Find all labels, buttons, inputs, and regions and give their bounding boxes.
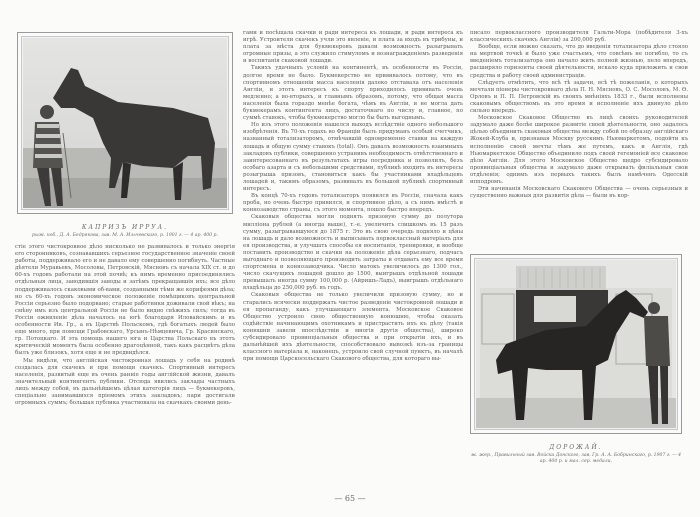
- figure-caption-right: [468, 444, 684, 465]
- photo-kapriz-irrua: [17, 32, 233, 214]
- paragraph: гами и посѣщала скачки и ради интереса къ лошади, и ради интереса къ игрѣ. Устроители скачекъ учли это явленіе, и плата за входъ въ трибуны, и плата за мѣста для букмекеровъ давали возможность разыгрывать огромные призы, а это служило стимуломъ и вознагражденіемъ разведенія и воспитанія скаковой лошади.: [243, 30, 463, 65]
- text-column-middle: [243, 30, 463, 363]
- text-column-right: [470, 30, 688, 200]
- handler-head: [648, 302, 660, 314]
- paragraph: Скаковыя общества не только увеличили призовую сумму, но и старались всячески поддержать чистое разведеніе чистокровной лошади и ея пропаганду, какъ улучшающаго элемента. Московское Скаковое Общество устроило свою общественную конюшню, чтобы оказать содѣйствіе начинающимъ охотникамъ и пристрастить ихъ къ дѣлу (такія конюшни завели впослѣдствіи и многія другія общества), широко субсидировало провинціальныя общества и при открытіи ихъ, и въ дальнѣйшей ихъ дѣятельности, способствовало вывозкѣ изъ-за границы классного матеріала и, наконецъ, устроило свой случной пунктъ, въ началѣ при помощи Царскосельскаго Скакового общества, для котораго вы-: [243, 292, 463, 363]
- handler-head: [40, 105, 54, 119]
- horse-photograph: [23, 38, 227, 208]
- paragraph: писало первоклассного производителя Гальти-Мора (побѣдителя 3-хъ классическихъ скачекъ Англіи) за 200,000 руб.: [470, 30, 688, 44]
- figure-caption-left: [15, 224, 235, 239]
- paragraph: Эти начинанія Московскаго Скакового Общества — очень серьезныя и существенно важныя для развитія дѣла — были въ кор-: [470, 186, 688, 200]
- figure-subtitle: ж. жер., Правильный зав. Войска Донского, зав. Гр. А. А. Бобринскаго, р. 1907 г. — 4 ар. 400 р. и мал. сер. медали.: [470, 453, 682, 464]
- paragraph: Мы видѣли, что англійская чистокровная лошадь у себя на родинѣ создалась для скачекъ и при помощи скачекъ. Спортивный интересъ населенія, развитый еще въ очень ранніе годы англійской жизни, давалъ значительный контингентъ публики. Отсюда явились заклады частныхъ лицъ между собой, въ дальнѣйшемъ цѣлая категорія лицъ — букмекеровъ, спеціально занимавшихся пріемомъ этихъ закладовъ; пари достигали огромныхъ суммъ; большая публика участвовала на скачкахъ своими день-: [15, 357, 235, 407]
- paragraph: Московское Скаковое Общество въ лицѣ своихъ руководителей задумало даже болѣе широкое развитіе своей дѣятельности, оно задалось цѣлью объединить скаковыя общества между собой по образцу англійскаго Жокей-Клуба и, признавая Москву русскимъ Ньюмаркетомъ, подойти къ исполненію своей мечты тѣмъ же путемъ, какъ и Англія, гдѣ Ньюмаркетское Общество объединило подъ своей гегемоніей все скаковое дѣло Англіи. Для этого Московское Общество щедро субсидировало провинціальныя общества и задумало даже открывать филіальныя свои отдѣленія; однимъ изъ первыхъ такихъ былъ намѣченъ Одесскій ипподромъ.: [470, 115, 688, 185]
- figure-subtitle: рыж. коб., Д. А. Бедрякова, зав. М. А. Ильчевскаго, р. 1901 г. — 4 ар. 400 р.: [32, 233, 218, 238]
- paragraph: стіе этого чистокровное дѣло нисколько не развивалось и только энергія его сторонниковъ, сознававшихъ серьезное государственное значеніе своей работы, поддерживало его и не давало ему совершенно погибнуть. Частные дѣятели Муравьевъ, Мосоловы, Петровскій, Мясновъ съ начала XIX ст. и до 60-хъ годовъ работали на этой почвѣ; къ нимъ временно присоединялись отдѣльныя лица, заводившія заводы и затѣмъ прекращавшія ихъ; все дѣло поддерживалось скаковыми об-вами, созданными тѣми же корифеями дѣла; но съ 60-хъ годовъ экономическое положеніе помѣщиковъ центральной Россіи серьезно было подорвано; старые работники доживали свой вѣкъ; на смѣну имъ изъ центральной Россіи не было видно свѣжихъ силъ; тогда въ Россіи оживленіе дѣла началось на югѣ благодаря Иловайскимъ и въ особенности Ив. Гр., а въ Царствѣ Польскомъ, гдѣ богатыхъ людей было еще много, при помощи Грабовскаго, Урсынъ-Нѣмцевича, Гр. Красинскаго, гр. Потоцкаго. И эта помощь нашего юга и Царства Польскаго въ этотъ критическій моментъ была особенно драгоцѣнной, такъ какъ расцвѣтъ дѣла былъ уже близокъ, хотя еще и не предвидѣлся.: [15, 244, 235, 357]
- figure-title: КАПРИЗЪ ИРРУА.: [81, 224, 169, 231]
- photo-dorozhai: [470, 254, 682, 434]
- paragraph: Въ концѣ 70-хъ годовъ тотализаторъ появился въ Россіи, сначала какъ проба, но очень быстро привился, и спортивное дѣло, а съ нимъ вмѣстѣ и коннозаводство страны, съ этого момента, пошло быстро впередъ.: [243, 193, 463, 214]
- paragraph: Вообще, если можно сказать, что до введенія тотализатора дѣло стояло на мертвой точкѣ и было уже счастьемъ, что совсѣмъ не погибло, то съ введеніемъ тотализатора оно начало жить полной жизнью, пело впередъ, расширяло горизонты своей дѣятельности, искало куда приложить и свои средства и работу своей администраціи.: [470, 44, 688, 79]
- page-number: — 65 —: [334, 494, 366, 503]
- paragraph: Такихъ удачныхъ условій на континентѣ, въ особенности въ Россіи, долгое время не было. Букмекерство не прививалось потому, что въ спортивномъ отношеніи масса населенія далеко отставала отъ населенія Англіи, и этотъ интересъ къ спорту приходилось прививать очень медленно; а во-вторыхъ, и главнымъ образомъ, потому, что общая масса населенія была гораздо менѣе богата, чѣмъ въ Англіи, и не могла дать букмекерамъ контингента лицъ, достаточнаго по числу и, главное, по суммѣ ставокъ, чтобы букмекерство могло бы быть выгоднымъ.: [243, 65, 463, 122]
- paragraph: Слѣдуетъ отмѣтить, что всѣ тѣ задачи, всѣ тѣ пожеланія, о которыхъ мечтали піонеры чистокровнаго дѣла П. Н. Мясновъ, О. С. Мосоловъ, М. Ө. Орловъ и П. П. Петровскій въ своихъ мнѣніяхъ 1833 г., были исполнены скаковымъ обществомъ въ это время и исполненіе ихъ двинуло дѣло сильно впередъ.: [470, 79, 688, 115]
- figure-title: ДОРОЖАЙ.: [549, 444, 603, 451]
- text-column-left: [15, 244, 235, 407]
- paragraph: Но изъ этого положенія нашелся выходъ вслѣдствіе одного небольшого изобрѣтенія. Въ 70-хъ годахъ во Франціи былъ придуманъ особый счетчикъ, названный тотализаторомъ, отмѣчавшій одновременно ставки на каждую лошадь и общую сумму ставокъ (total). Онъ давалъ возможность взаимныхъ закладовъ публики, совершенно устранивъ необходимость отвѣтственнаго и заинтересованнаго въ результатахъ игры посредника и позволилъ, безъ особаго азарта и съ небольшими средствами, публикѣ входить въ интересы розыгрыша призовъ, становиться какъ бы участниками владѣльцевъ лошадей и, такимъ образомъ, развивалъ въ большой публикѣ спортивный интересъ.: [243, 122, 463, 193]
- horse-photograph: [476, 260, 676, 428]
- paragraph: Скаковыя общества могли поднять призовую сумму до полутора милліона рублей (а иногда выше), т.-е. увеличить слишкомъ въ 15 разъ сумму, разыгрывавшуюся до 1875 г. Это въ свою очередь подняло и цѣны на лошадь и дало возможность и выписывать первоклассный матеріалъ для ея производства, и улучшать способы ея воспитанія, тренировки, и вообще поставить производство и скачки на положеніе дѣла серьезнаго, подчасъ выгоднаго и позволяющаго производить затраты и отдавать ему все время спортсмена и коннозаводчика. Число матокъ увеличилось до 1300 гол., число скачущихъ лошадей дошло до 1500, выигрышъ отдѣльной лошади превышалъ иногда сумму 100,000 р. (Айришъ-Ладъ), выигрышъ отдѣльнаго владѣльца до 250,000 руб. въ годъ.: [243, 214, 463, 292]
